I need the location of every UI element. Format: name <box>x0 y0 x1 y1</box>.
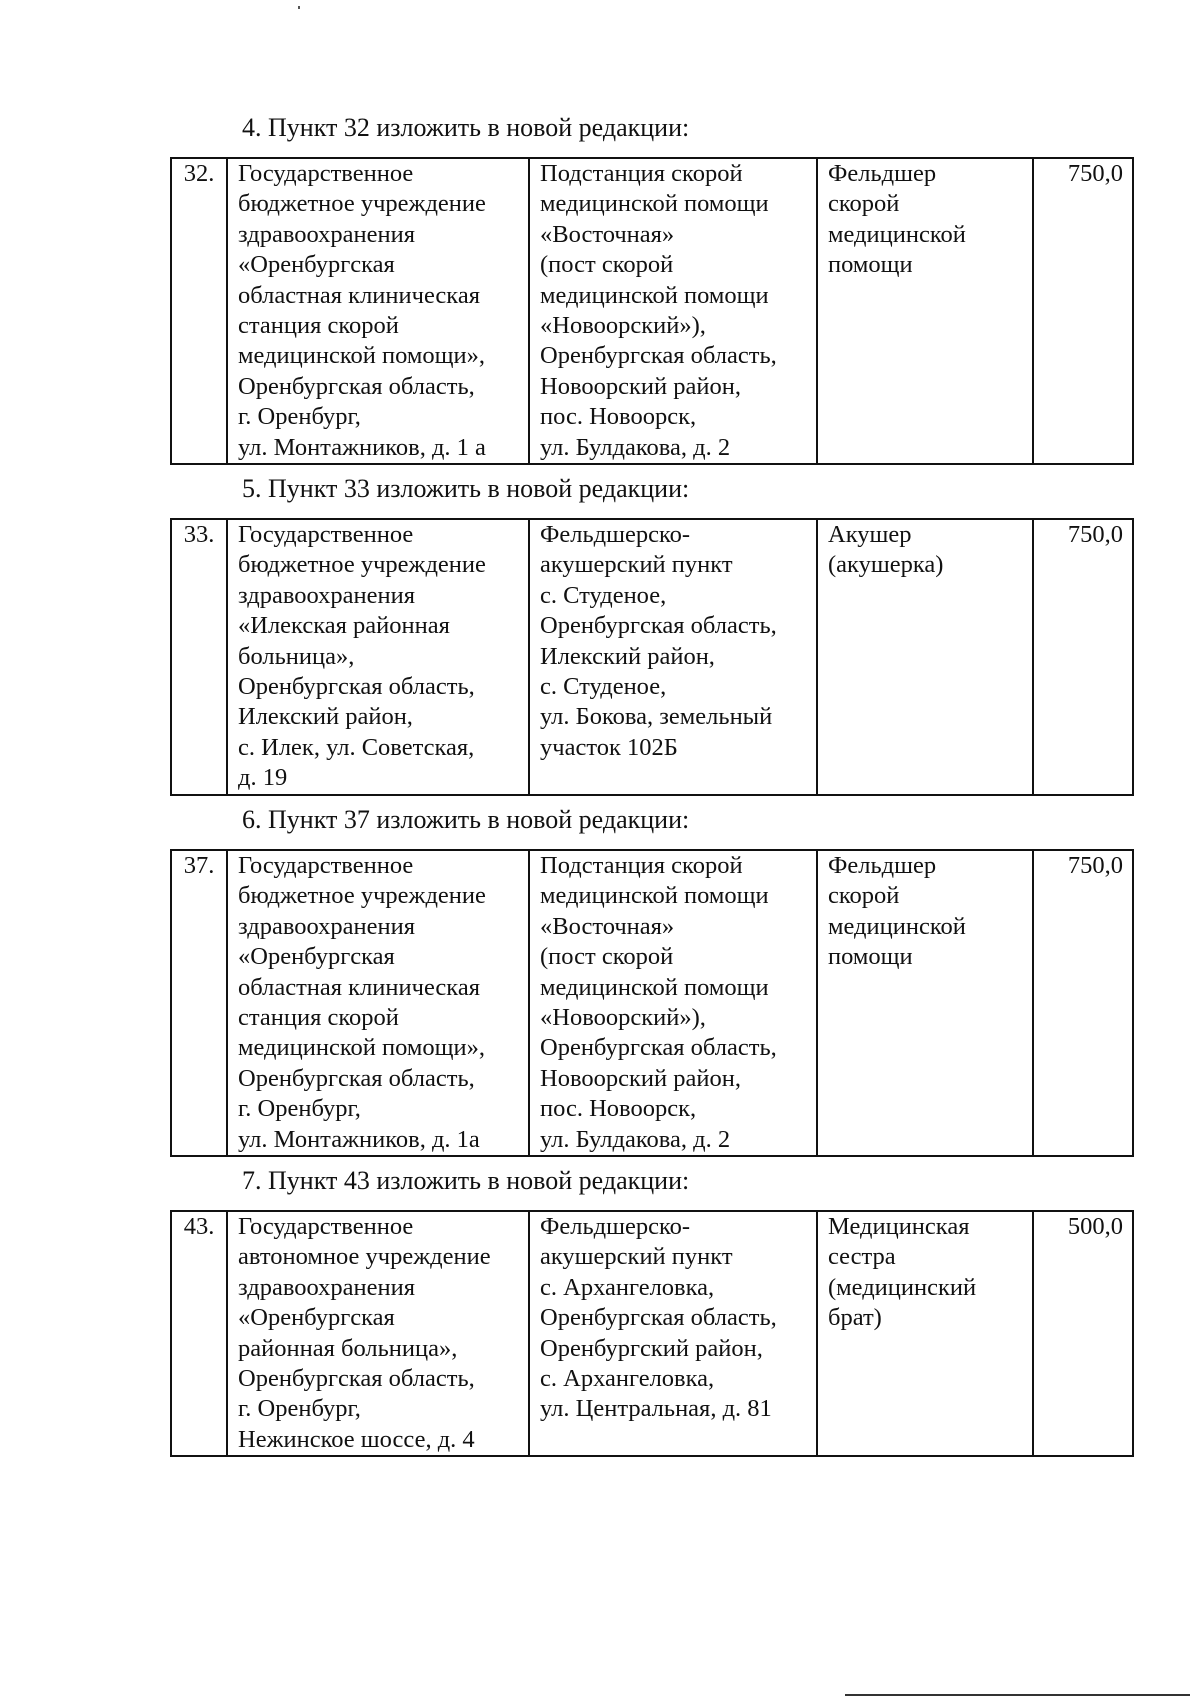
section-heading: 4. Пункт 32 изложить в новой редакции: <box>242 113 690 142</box>
amount-cell: 750,0 <box>1033 850 1133 1156</box>
table-row <box>171 158 1133 464</box>
table-row <box>171 850 1133 1156</box>
item-number-cell: 33. <box>171 519 227 795</box>
item-number-cell: 43. <box>171 1211 227 1456</box>
institution-cell: Государственное бюджетное учреждение здравоохранения «Илекская районная больница», Оренбургская область, Илекский район, с. Илек, ул. Советская, д. 19 <box>227 519 529 795</box>
table-row <box>171 1211 1133 1456</box>
position-cell: Медицинская сестра (медицинский брат) <box>817 1211 1033 1456</box>
institution-cell: Государственное бюджетное учреждение здравоохранения «Оренбургская областная клиническая станция скорой медицинской помощи», Оренбургская область, г. Оренбург, ул. Монтажников, д. 1 а <box>227 158 529 464</box>
section-heading: 5. Пункт 33 изложить в новой редакции: <box>242 474 690 503</box>
table-row <box>171 519 1133 795</box>
amount-cell: 500,0 <box>1033 1211 1133 1456</box>
location-cell: Подстанция скорой медицинской помощи «Восточная» (пост скорой медицинской помощи «Новоорский»), Оренбургская область, Новоорский район, пос. Новоорск, ул. Булдакова, д. 2 <box>529 850 817 1156</box>
position-cell: Акушер (акушерка) <box>817 519 1033 795</box>
section-heading: 6. Пункт 37 изложить в новой редакции: <box>242 805 690 834</box>
section-heading: 7. Пункт 43 изложить в новой редакции: <box>242 1166 690 1195</box>
position-cell: Фельдшер скорой медицинской помощи <box>817 850 1033 1156</box>
scan-speck <box>298 6 300 9</box>
location-cell: Подстанция скорой медицинской помощи «Восточная» (пост скорой медицинской помощи «Новоорский»), Оренбургская область, Новоорский район, пос. Новоорск, ул. Булдакова, д. 2 <box>529 158 817 464</box>
institution-cell: Государственное автономное учреждение здравоохранения «Оренбургская районная больница», Оренбургская область, г. Оренбург, Нежинское шоссе, д. 4 <box>227 1211 529 1456</box>
location-cell: Фельдшерско- акушерский пункт с. Архангеловка, Оренбургская область, Оренбургский район, с. Архангеловка, ул. Центральная, д. 81 <box>529 1211 817 1456</box>
item-number-cell: 32. <box>171 158 227 464</box>
amount-cell: 750,0 <box>1033 519 1133 795</box>
footer-rule <box>845 1694 1190 1696</box>
amendment-table <box>170 157 1134 465</box>
institution-cell: Государственное бюджетное учреждение здравоохранения «Оренбургская областная клиническая станция скорой медицинской помощи», Оренбургская область, г. Оренбург, ул. Монтажников, д. 1а <box>227 850 529 1156</box>
item-number-cell: 37. <box>171 850 227 1156</box>
amendment-table <box>170 518 1134 796</box>
amount-cell: 750,0 <box>1033 158 1133 464</box>
location-cell: Фельдшерско- акушерский пункт с. Студеное, Оренбургская область, Илекский район, с. Студеное, ул. Бокова, земельный участок 102Б <box>529 519 817 795</box>
amendment-table <box>170 849 1134 1157</box>
position-cell: Фельдшер скорой медицинской помощи <box>817 158 1033 464</box>
amendment-table <box>170 1210 1134 1457</box>
